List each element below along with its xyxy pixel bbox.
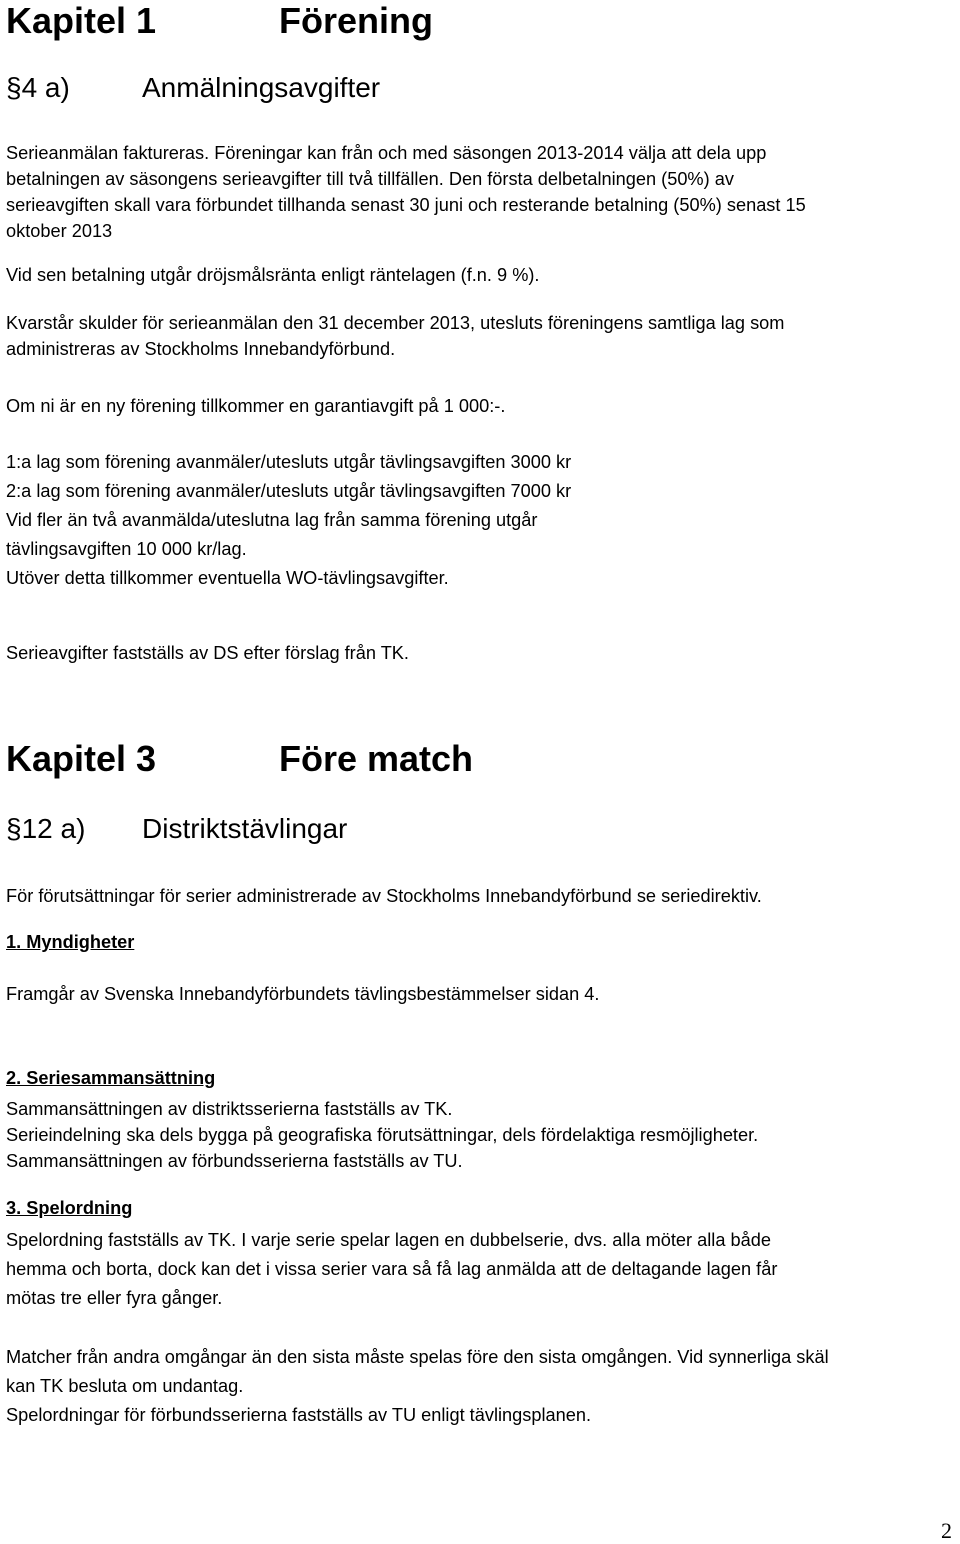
text-line: Kvarstår skulder för serieanmälan den 31 december 2013, utesluts föreningens samtliga lag som [6,313,785,333]
text-line: Spelordningar för förbundsserierna fastställs av TU enligt tävlingsplanen. [6,1405,592,1425]
page-number: 2 [941,1518,952,1543]
paragraph-late-payment [6,262,539,288]
text-line: Sammansättningen av förbundsserierna fastställs av TU. [6,1151,463,1171]
subheading-spelordning: 3. Spelordning [6,1198,133,1218]
section-number: §4 a) [6,72,70,103]
subheading-seriesammansattning: 2. Seriesammansättning [6,1068,216,1088]
text-line: administreras av Stockholms Innebandyförbund. [6,339,396,359]
text-line: oktober 2013 [6,221,113,241]
text-line: Framgår av Svenska Innebandyförbundets tävlingsbestämmelser sidan 4. [6,984,600,1004]
subheading-myndigheter: 1. Myndigheter [6,932,135,952]
paragraph-spelordning [6,1226,777,1313]
text-line: Matcher från andra omgångar än den sista måste spelas före den sista omgången. Vid synnerliga skäl [6,1347,829,1367]
chapter-title: Före match [279,738,474,779]
chapter-number: Kapitel 1 [6,0,157,41]
text-line: hemma och borta, dock kan det i vissa serier vara så få lag anmälda att de deltagande lagen får [6,1259,778,1279]
section-heading [6,813,348,845]
text-line: Serieavgifter fastställs av DS efter förslag från TK. [6,643,409,663]
text-line: Vid sen betalning utgår dröjsmålsränta enligt räntelagen (f.n. 9 %). [6,265,540,285]
paragraph-competition-fees [6,448,571,593]
paragraph-intro [6,883,762,909]
paragraph-spelordning-2 [6,1343,829,1430]
paragraph-debts [6,310,784,362]
paragraph-guarantee-fee [6,393,505,419]
chapter-title: Förening [279,0,433,41]
section-heading [6,72,381,104]
text-line: serieavgiften skall vara förbundet tillhanda senast 30 juni och resterande betalning (50%) senast 15 [6,195,806,215]
text-line: 2:a lag som förening avanmäler/utesluts utgår tävlingsavgiften 7000 kr [6,481,572,501]
text-line: mötas tre eller fyra gånger. [6,1288,223,1308]
text-line: Serieanmälan faktureras. Föreningar kan från och med säsongen 2013-2014 välja att dela upp [6,143,767,163]
chapter-number: Kapitel 3 [6,738,157,779]
text-line: Serieindelning ska dels bygga på geografiska förutsättningar, dels fördelaktiga resmöjligheter. [6,1125,759,1145]
chapter-heading [6,0,433,42]
section-title: Distriktstävlingar [142,813,348,844]
chapter-heading [6,738,474,780]
paragraph-invoicing [6,140,806,244]
section-number: §12 a) [6,813,86,844]
text-line: 1:a lag som förening avanmäler/utesluts utgår tävlingsavgiften 3000 kr [6,452,572,472]
text-line: kan TK besluta om undantag. [6,1376,244,1396]
text-line: För förutsättningar för serier administrerade av Stockholms Innebandyförbund se seriedirektiv. [6,886,762,906]
text-line: Vid fler än två avanmälda/uteslutna lag från samma förening utgår [6,510,538,530]
text-line: Spelordning fastställs av TK. I varje serie spelar lagen en dubbelserie, dvs. alla möter alla både [6,1230,771,1250]
text-line: Utöver detta tillkommer eventuella WO-tävlingsavgifter. [6,568,449,588]
text-line: betalningen av säsongens serieavgifter till två tillfällen. Den första delbetalningen (50%) av [6,169,734,189]
paragraph-myndigheter [6,981,599,1007]
text-line: tävlingsavgiften 10 000 kr/lag. [6,539,247,559]
paragraph-seriesammansattning [6,1096,758,1174]
paragraph-series-fees [6,640,409,666]
text-line: Sammansättningen av distriktsserierna fastställs av TK. [6,1099,453,1119]
section-title: Anmälningsavgifter [142,72,381,103]
text-line: Om ni är en ny förening tillkommer en garantiavgift på 1 000:-. [6,396,506,416]
